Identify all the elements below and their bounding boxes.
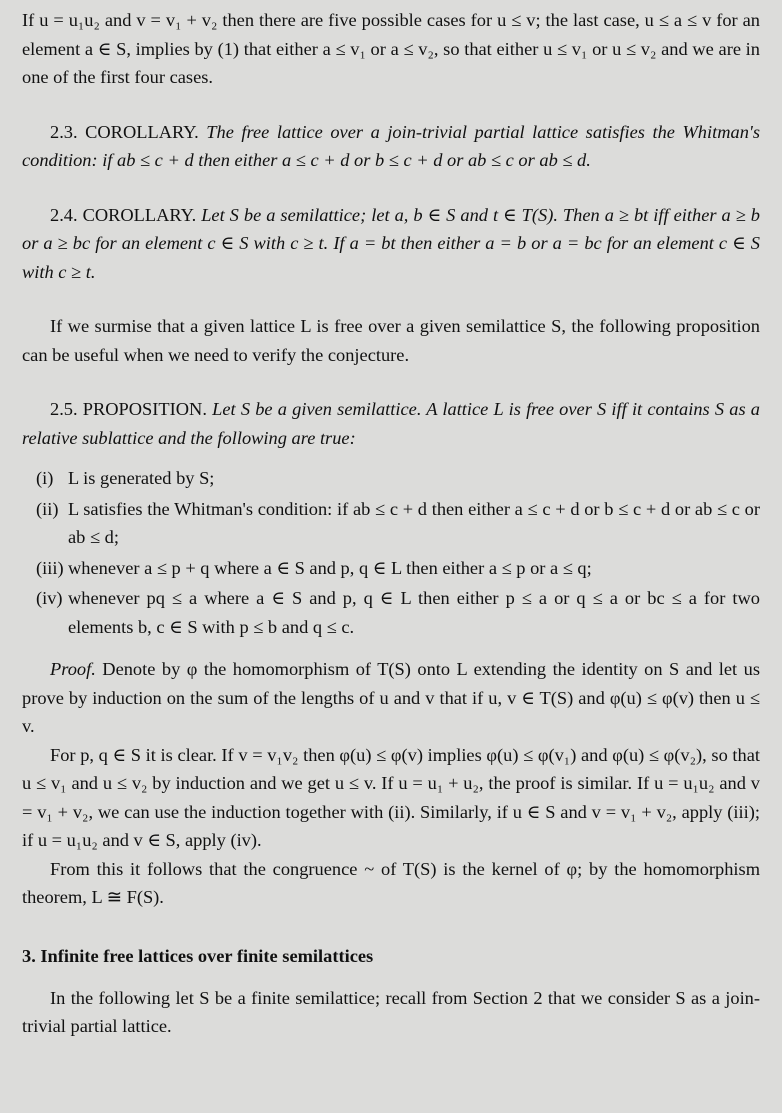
congruence-paragraph: From this it follows that the congruence ~ of T(S) is the kernel of φ; by the homomorphism theorem, L ≅ F(S). bbox=[22, 858, 760, 907]
condition-list bbox=[22, 464, 760, 641]
corollary-2-4-statement: Let S be a semilattice; let a, b ∈ S and t ∈ T(S). Then a ≥ bt iff either a ≥ b or a ≥ bc for an element c ∈ S with c ≥ t. If a = bt then either a = b or a = bc for an element c ∈ S with c ≥ t. bbox=[22, 204, 760, 282]
condition-item bbox=[22, 554, 760, 583]
condition-number: (ii) bbox=[36, 498, 59, 519]
condition-text: L is generated by S; bbox=[68, 468, 215, 488]
proposition-2-5 bbox=[22, 395, 760, 452]
condition-text: whenever pq ≤ a where a ∈ S and p, q ∈ L then either p ≤ a or q ≤ a or bc ≤ a for two elements b, c ∈ S with p ≤ b and q ≤ c. bbox=[68, 588, 760, 637]
proof-text: Denote by φ the homomorphism of T(S) onto L extending the identity on S and let us prove by induction on the sum of the lengths of u and v that if u, v ∈ T(S) and φ(u) ≤ φ(v) then u ≤ v. bbox=[22, 659, 760, 736]
condition-number: (i) bbox=[36, 468, 54, 488]
proposition-2-5-heading: 2.5. PROPOSITION. bbox=[50, 399, 207, 419]
corollary-2-3 bbox=[22, 118, 760, 175]
corollary-2-3-heading: 2.3. COROLLARY. bbox=[50, 121, 199, 142]
corollary-2-3-statement: The free lattice over a join-trivial partial lattice satisfies the Whitman's condition: if ab ≤ c + d then either a ≤ c + d or b ≤ c + d or ab ≤ c or ab ≤ d. bbox=[22, 121, 760, 170]
proof-heading: Proof. bbox=[50, 659, 96, 679]
condition-text: L satisfies the Whitman's condition: if ab ≤ c + d then either a ≤ c + d or b ≤ c + d or ab ≤ c or ab ≤ d; bbox=[68, 498, 760, 547]
final-paragraph: In the following let S be a finite semilattice; recall from Section 2 that we consider S as a join-trivial partial lattice. bbox=[22, 987, 760, 1036]
condition-number: (iv) bbox=[36, 588, 63, 608]
condition-item bbox=[22, 464, 760, 493]
proposition-2-5-statement: Let S be a given semilattice. A lattice L is free over S iff it contains S as a relative sublattice and the following are true: bbox=[22, 399, 760, 448]
section-heading: 3. Infinite free lattices over finite semilattices bbox=[22, 945, 374, 966]
surmise-paragraph: If we surmise that a given lattice L is free over a given semilattice S, the following proposition can be useful when we need to verify the conjecture. bbox=[22, 316, 760, 365]
condition-item bbox=[22, 495, 760, 552]
corollary-2-4 bbox=[22, 201, 760, 287]
condition-text: whenever a ≤ p + q where a ∈ S and p, q ∈ L then either a ≤ p or a ≤ q; bbox=[68, 557, 592, 578]
condition-item bbox=[22, 584, 760, 641]
intro-paragraph: If u = u₁u₂ and v = v₁ + v₂ then there are five possible cases for u ≤ v; the last case, u ≤ a ≤ v for an element a ∈ S, implies by (1) that either a ≤ v₁ or a ≤ v₂, so that either u ≤ v₁ or u ≤ v₂ and we are in one of the first four cases. bbox=[22, 10, 760, 87]
condition-number: (iii) bbox=[36, 557, 64, 578]
corollary-2-4-heading: 2.4. COROLLARY. bbox=[50, 204, 197, 225]
cases-paragraph: For p, q ∈ S it is clear. If v = v₁v₂ then φ(u) ≤ φ(v) implies φ(u) ≤ φ(v₁) and φ(u) ≤ φ(v₂), so that u ≤ v₁ and u ≤ v₂ by induction and we get u ≤ v. If u = u₁ + u₂, the proof is similar. If u = u₁u₂ and v = v₁ + v₂, we can use the induction together with (ii). Similarly, if u ∈ S and v = v₁ + v₂, apply (iii); if u = u₁u₂ and v ∈ S, apply (iv). bbox=[22, 744, 760, 850]
proof-paragraph bbox=[22, 655, 760, 741]
